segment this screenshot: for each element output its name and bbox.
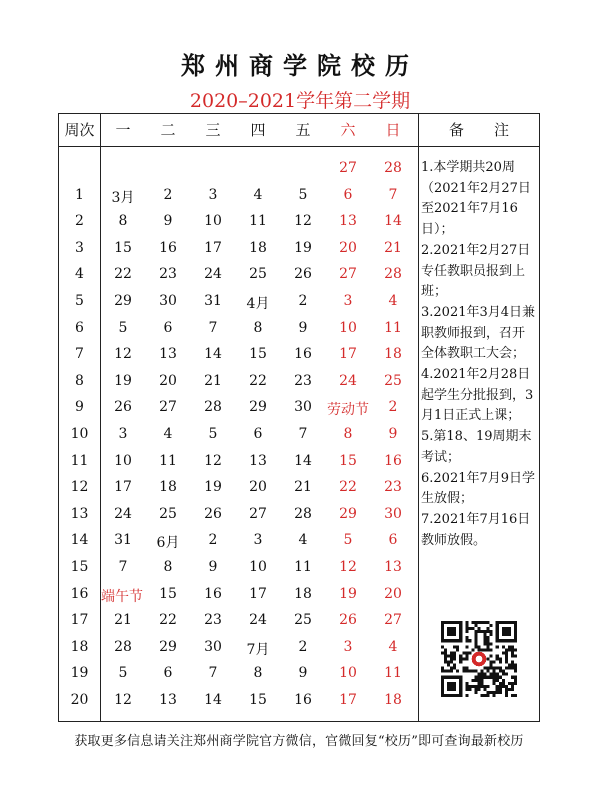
calendar-day: 27 xyxy=(384,612,402,629)
calendar-day: 20 xyxy=(249,479,267,496)
calendar-day: 20 xyxy=(339,239,357,256)
calendar-day: 25 xyxy=(384,372,402,389)
week-number: 18 xyxy=(70,638,89,655)
calendar-day: 5 xyxy=(118,665,128,682)
notes-column-divider xyxy=(418,114,419,721)
calendar-day: 13 xyxy=(249,452,267,469)
calendar-day: 11 xyxy=(294,559,312,575)
calendar-day: 12 xyxy=(114,692,132,708)
calendar-day: 9 xyxy=(298,665,308,682)
calendar-day: 28 xyxy=(294,505,312,522)
calendar-day: 23 xyxy=(294,372,312,389)
calendar-day: 5 xyxy=(298,186,308,203)
calendar-day: 28 xyxy=(384,160,402,176)
week-number: 11 xyxy=(70,452,89,469)
calendar-day: 18 xyxy=(384,692,402,708)
calendar-day: 15 xyxy=(114,239,132,256)
header-week: 周次 xyxy=(64,121,95,139)
calendar-day: 19 xyxy=(294,239,312,256)
calendar-day: 24 xyxy=(249,612,267,629)
calendar-day: 17 xyxy=(114,479,132,496)
calendar-day: 9 xyxy=(388,426,398,442)
calendar-day: 18 xyxy=(159,479,177,496)
page-subtitle: 2020–2021学年第二学期 xyxy=(189,90,411,112)
calendar-day: 19 xyxy=(204,479,222,496)
calendar-day: 7 xyxy=(208,665,218,682)
calendar-day: 26 xyxy=(114,399,132,416)
calendar-day: 18 xyxy=(384,346,402,363)
week-number: 2 xyxy=(75,213,84,230)
calendar-day: 15 xyxy=(249,692,267,708)
calendar-day: 23 xyxy=(204,612,222,629)
week-number: 9 xyxy=(75,399,84,416)
calendar-day: 17 xyxy=(204,239,222,256)
week-number: 10 xyxy=(70,426,89,442)
calendar-day: 2 xyxy=(163,186,173,203)
week-number: 20 xyxy=(70,692,89,708)
qr-code-icon xyxy=(441,621,517,697)
calendar-day: 4 xyxy=(163,426,173,442)
calendar-day: 31 xyxy=(114,532,132,549)
calendar-day: 13 xyxy=(159,346,177,363)
calendar-day: 10 xyxy=(339,319,357,336)
header-divider xyxy=(59,146,539,147)
calendar-day: 14 xyxy=(204,346,222,363)
calendar-day: 6 xyxy=(253,426,263,442)
calendar-day: 18 xyxy=(294,585,312,602)
calendar-day: 9 xyxy=(298,319,308,336)
calendar-day: 3 xyxy=(118,426,128,442)
notes-panel xyxy=(421,158,537,551)
header-day-tue: 二 xyxy=(160,121,176,139)
calendar-day: 13 xyxy=(339,213,357,230)
calendar-day: 14 xyxy=(384,213,402,230)
calendar-day: 3 xyxy=(208,186,218,203)
calendar-day: 3 xyxy=(253,532,263,549)
calendar-day: 4 xyxy=(253,186,263,203)
calendar-day: 17 xyxy=(249,585,267,602)
calendar-day: 24 xyxy=(114,505,132,522)
week-number: 3 xyxy=(75,239,84,256)
week-number: 16 xyxy=(70,585,89,602)
calendar-day: 15 xyxy=(249,346,267,363)
calendar-day: 4 xyxy=(298,532,308,549)
header-notes: 备 注 xyxy=(448,121,509,139)
calendar-day: 11 xyxy=(159,452,177,469)
calendar-day: 8 xyxy=(343,426,353,442)
calendar-day: 5 xyxy=(343,532,353,549)
header-day-fri: 五 xyxy=(295,121,311,139)
calendar-day: 10 xyxy=(204,213,222,230)
calendar-day: 29 xyxy=(249,399,267,416)
calendar-day: 26 xyxy=(204,505,222,522)
calendar-day: 12 xyxy=(294,213,312,230)
calendar-day: 24 xyxy=(204,266,222,283)
calendar-day: 13 xyxy=(159,692,177,708)
calendar-day: 28 xyxy=(204,399,222,416)
calendar-day: 5 xyxy=(208,426,218,442)
calendar-day: 21 xyxy=(204,372,222,389)
calendar-day: 10 xyxy=(249,559,267,575)
calendar-day: 31 xyxy=(204,293,222,309)
header-day-thu: 四 xyxy=(250,121,266,139)
calendar-day: 27 xyxy=(339,160,357,176)
calendar-day: 21 xyxy=(384,239,402,256)
calendar-day: 17 xyxy=(339,692,357,708)
week-number: 17 xyxy=(70,612,89,629)
calendar-day: 15 xyxy=(159,585,177,602)
calendar-day: 29 xyxy=(339,505,357,522)
calendar-day: 27 xyxy=(339,266,357,283)
calendar-day: 22 xyxy=(249,372,267,389)
page-title: 郑州商学院校历 xyxy=(181,51,419,80)
calendar-day: 6月 xyxy=(156,535,180,552)
calendar-day: 18 xyxy=(249,239,267,256)
calendar-day: 30 xyxy=(294,399,312,416)
calendar-day: 10 xyxy=(339,665,357,682)
calendar-day: 10 xyxy=(114,452,132,469)
calendar-day: 15 xyxy=(339,452,357,469)
calendar-day: 8 xyxy=(253,319,263,336)
calendar-day: 27 xyxy=(159,399,177,416)
calendar-day: 29 xyxy=(159,638,177,655)
week-number: 4 xyxy=(75,266,84,283)
note-item: 4.2021年2月28日起学生分批报到，3月1日正式上课； xyxy=(421,367,534,424)
note-item: 7.2021年7月16日教师放假。 xyxy=(421,511,531,548)
calendar-day: 23 xyxy=(384,479,402,496)
calendar-day: 12 xyxy=(339,559,357,575)
calendar-day: 29 xyxy=(114,293,132,309)
calendar-day: 13 xyxy=(384,559,402,575)
calendar-day: 22 xyxy=(159,612,177,629)
header-day-mon: 一 xyxy=(115,121,131,139)
week-number: 15 xyxy=(70,559,89,575)
calendar-day: 27 xyxy=(249,505,267,522)
calendar-day: 16 xyxy=(204,585,222,602)
week-number: 7 xyxy=(75,346,84,363)
calendar-day: 30 xyxy=(204,638,222,655)
calendar-day: 19 xyxy=(114,372,132,389)
week-number: 19 xyxy=(70,665,89,682)
header-day-wed: 三 xyxy=(205,121,221,139)
calendar-day: 8 xyxy=(118,213,128,230)
calendar-day: 16 xyxy=(294,692,312,708)
calendar-day: 30 xyxy=(384,505,402,522)
week-number: 6 xyxy=(75,319,84,336)
note-item: 6.2021年7月9日学生放假； xyxy=(421,470,536,507)
calendar-day: 20 xyxy=(384,585,402,602)
calendar-day: 28 xyxy=(114,638,132,655)
calendar-day: 12 xyxy=(204,452,222,469)
calendar-day: 5 xyxy=(118,319,128,336)
calendar-day: 16 xyxy=(159,239,177,256)
calendar-day: 7 xyxy=(388,186,398,203)
calendar-day: 3 xyxy=(343,638,353,655)
calendar-day: 6 xyxy=(163,319,173,336)
calendar-day: 2 xyxy=(388,399,398,416)
calendar-day: 22 xyxy=(114,266,132,283)
week-number: 5 xyxy=(75,293,84,309)
note-item: 1.本学期共20周（2021年2月27日至2021年7月16日）； xyxy=(421,160,531,238)
calendar-day: 11 xyxy=(249,213,267,230)
calendar-day: 23 xyxy=(159,266,177,283)
calendar-day: 25 xyxy=(249,266,267,283)
calendar-day: 21 xyxy=(294,479,312,496)
calendar-day: 8 xyxy=(163,559,173,575)
calendar-day: 劳动节 xyxy=(327,402,369,419)
footer-text: 获取更多信息请关注郑州商学院官方微信，官微回复“校历”即可查询最新校历 xyxy=(74,734,524,749)
calendar-day: 11 xyxy=(384,665,402,682)
calendar-day: 6 xyxy=(343,186,353,203)
calendar-day: 16 xyxy=(384,452,402,469)
calendar-day: 端午节 xyxy=(101,588,143,605)
note-item: 5.第18、19周期末考试； xyxy=(421,429,532,465)
week-number: 8 xyxy=(75,372,84,389)
header-day-sat: 六 xyxy=(340,121,356,139)
calendar-day: 25 xyxy=(159,505,177,522)
calendar-day: 11 xyxy=(384,319,402,336)
header-day-sun: 日 xyxy=(385,121,401,139)
calendar-day: 16 xyxy=(294,346,312,363)
week-number: 1 xyxy=(75,186,84,203)
calendar-day: 7 xyxy=(208,319,218,336)
calendar-day: 7 xyxy=(298,426,308,442)
calendar-day: 2 xyxy=(298,293,308,309)
calendar-day: 17 xyxy=(339,346,357,363)
calendar-day: 21 xyxy=(114,612,132,629)
calendar-day: 30 xyxy=(159,293,177,309)
calendar-day: 26 xyxy=(294,266,312,283)
calendar-day: 4 xyxy=(388,638,398,655)
calendar-day: 3 xyxy=(343,293,353,309)
calendar-day: 20 xyxy=(159,372,177,389)
calendar-day: 4 xyxy=(388,293,398,309)
calendar-day: 9 xyxy=(163,213,173,230)
calendar-day: 26 xyxy=(339,612,357,629)
calendar-day: 9 xyxy=(208,559,218,575)
note-item: 2.2021年2月27日专任教职员报到上班； xyxy=(421,242,531,300)
calendar-day: 22 xyxy=(339,479,357,496)
note-item: 3.2021年3月4日兼职教师报到，召开全体教职工大会； xyxy=(421,304,536,362)
calendar-day: 3月 xyxy=(111,189,135,206)
calendar-day: 12 xyxy=(114,346,132,363)
calendar-day: 14 xyxy=(204,692,222,708)
calendar-day: 24 xyxy=(339,372,357,389)
calendar-day: 2 xyxy=(208,532,218,549)
calendar-day: 14 xyxy=(294,452,312,469)
calendar-day: 28 xyxy=(384,266,402,283)
calendar-table xyxy=(58,113,540,722)
calendar-day: 19 xyxy=(339,585,357,602)
calendar-day: 7 xyxy=(118,559,128,575)
calendar-day: 25 xyxy=(294,612,312,629)
week-number: 14 xyxy=(70,532,89,549)
calendar-day: 2 xyxy=(298,638,308,655)
calendar-day: 8 xyxy=(253,665,263,682)
week-number: 12 xyxy=(70,479,89,496)
week-number: 13 xyxy=(70,505,89,522)
calendar-day: 6 xyxy=(163,665,173,682)
calendar-day: 4月 xyxy=(246,296,270,312)
calendar-day: 6 xyxy=(388,532,398,549)
calendar-day: 7月 xyxy=(246,641,270,658)
